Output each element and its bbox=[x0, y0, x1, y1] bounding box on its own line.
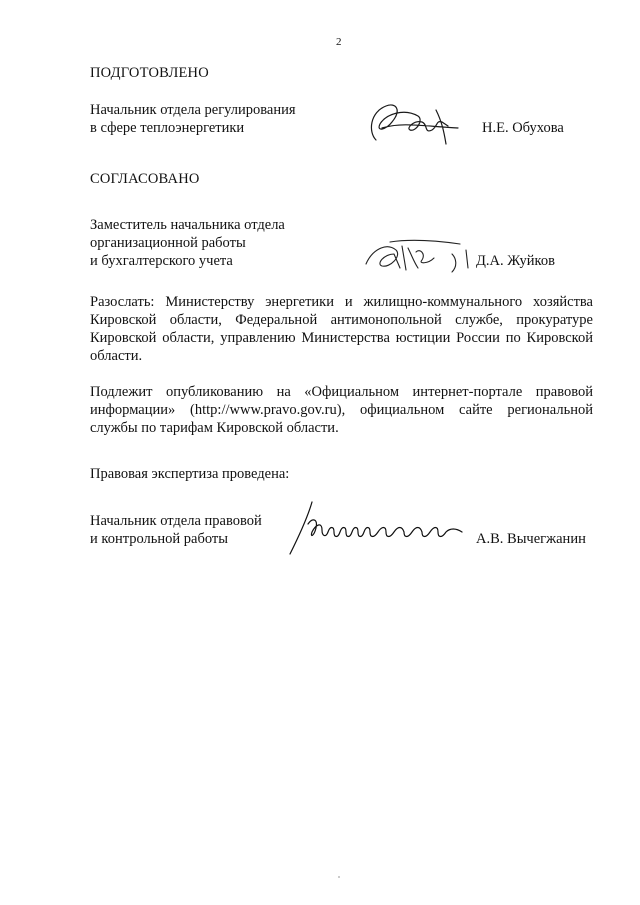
legal-name: А.В. Вычегжанин bbox=[476, 531, 586, 547]
legal-heading: Правовая экспертиза проведена: bbox=[90, 466, 290, 482]
agreed-signature-icon bbox=[356, 228, 486, 278]
distribution-paragraph: Разослать: Министерству энергетики и жилищно-коммунального хозяйства Кировской области, Федеральной антимонопольной службе, прокуратуре Кировской области, управлению Министерства юстиции России по Кировской области. bbox=[90, 294, 593, 364]
agreed-name: Д.А. Жуйков bbox=[476, 253, 555, 269]
prepared-heading: ПОДГОТОВЛЕНО bbox=[90, 65, 209, 81]
prepared-name: Н.Е. Обухова bbox=[482, 120, 564, 136]
legal-position-line2: и контрольной работы bbox=[90, 531, 228, 547]
agreed-position-line2: организационной работы bbox=[90, 235, 246, 251]
scan-mark bbox=[338, 876, 340, 878]
agreed-position-line1: Заместитель начальника отдела bbox=[90, 217, 285, 233]
prepared-position-line1: Начальник отдела регулирования bbox=[90, 102, 296, 118]
agreed-position-line3: и бухгалтерского учета bbox=[90, 253, 233, 269]
legal-signature-icon bbox=[286, 498, 476, 558]
legal-position-line1: Начальник отдела правовой bbox=[90, 513, 262, 529]
publication-paragraph: Подлежит опубликованию на «Официальном интернет-портале правовой информации» (http://www.pravo.gov.ru), официальном сайте региональной службы по тарифам Кировской области. bbox=[90, 384, 593, 436]
agreed-heading: СОГЛАСОВАНО bbox=[90, 171, 200, 187]
prepared-position-line2: в сфере теплоэнергетики bbox=[90, 120, 245, 136]
prepared-signature-icon bbox=[362, 92, 472, 152]
page-number: 2 bbox=[336, 36, 342, 48]
